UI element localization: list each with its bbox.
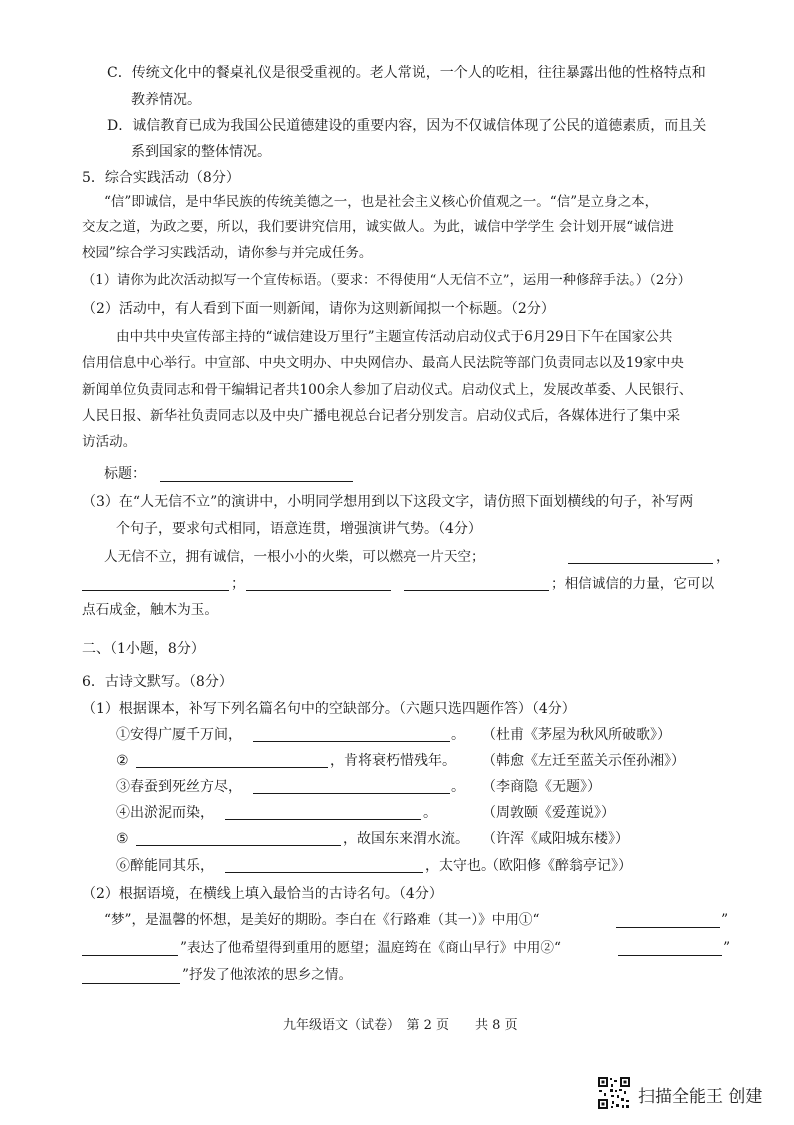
- poem-item-4-cite: （周敦颐《爱莲说》）: [482, 805, 615, 821]
- context-blank-2b[interactable]: [82, 983, 180, 984]
- poem-item-6-pre: ⑥醉能同其乐，: [116, 858, 214, 874]
- news-line4: 人民日报、新华社负责同志以及中央广播电视总台记者分别发言。启动仪式后，各媒体进行了集中采: [82, 408, 681, 424]
- speech-blank-1[interactable]: [568, 563, 713, 564]
- page-footer: 九年级语文（试卷） 第 2 页 共 8 页: [283, 1018, 518, 1033]
- poem-item-5-pre: ⑤: [116, 831, 129, 847]
- news-line1: 由中共中央宣传部主持的“诚信建设万里行”主题宣传活动启动仪式于6月29日下午在国家公共: [116, 329, 673, 345]
- poem-item-2-pre: ②: [116, 753, 129, 769]
- q5-intro-line2: 交友之道，为政之要，所以，我们要讲究信用，诚实做人。为此，诚信中学学生 会计划开展“诚信进: [82, 219, 674, 235]
- qr-code-icon: [597, 1076, 631, 1110]
- poem-item-3-blank[interactable]: [253, 793, 450, 794]
- option-d-line1: D．诚信教育已成为我国公民道德建设的重要内容，因为不仅诚信体现了公民的道德素质，而且关: [107, 118, 707, 134]
- q6-part2: （2）根据语境，在横线上填入最恰当的古诗名句。（4分）: [82, 886, 443, 902]
- poem-item-4-post: 。: [423, 805, 437, 821]
- news-line5: 访活动。: [82, 434, 137, 450]
- q5-intro-line3: 校园”综合学习实践活动，请你参与并完成任务。: [82, 245, 373, 261]
- poem-item-5-cite: （许浑《咸阳城东楼》）: [482, 831, 629, 847]
- poem-item-2-blank[interactable]: [136, 767, 328, 768]
- q5-part1: （1）请你为此次活动拟写一个宣传标语。（要求：不得使用“人无信不立”，运用一种修辞手法。）（2分）: [82, 273, 691, 288]
- poem-item-4-blank[interactable]: [225, 819, 421, 820]
- speech-text-start: 人无信不立，拥有诚信，一根小小的火柴，可以燃亮一片天空；: [104, 549, 485, 565]
- q6-part1: （1）根据课本，补写下列名篇名句中的空缺部分。（六题只选四题作答）（4分）: [82, 701, 576, 717]
- poem-item-6-blank[interactable]: [225, 872, 423, 873]
- speech-semicolon-2: ；相信诚信的力量，它可以: [551, 576, 715, 592]
- poem-item-5-blank[interactable]: [136, 845, 341, 846]
- context-blank-2a[interactable]: [618, 955, 722, 956]
- speech-text-end: 点石成金，触木为玉。: [82, 602, 218, 618]
- option-d-line2: 系到国家的整体情况。: [131, 144, 271, 160]
- speech-blank-3[interactable]: [246, 590, 391, 591]
- news-line3: 新闻单位负责同志和骨干编辑记者共100余人参加了启动仪式。启动仪式上，发展改革委、人民银行、: [82, 382, 693, 398]
- option-c-line2: 教养情况。: [131, 92, 201, 108]
- speech-blank-2[interactable]: [82, 590, 229, 591]
- speech-blank-4[interactable]: [404, 590, 549, 591]
- poem-item-2-post: ，肯将衰朽惜残年。: [330, 753, 456, 769]
- context-line3: ”抒发了他浓浓的思乡之情。: [182, 967, 353, 983]
- speech-comma: ，: [716, 549, 730, 565]
- q5-part2: （2）活动中，有人看到下面一则新闻，请你为这则新闻拟一个标题。（2分）: [82, 301, 555, 317]
- q5-part3-line1: （3）在“人无信不立”的演讲中，小明同学想用到以下这段文字，请仿照下面划横线的句子，补写两: [82, 494, 694, 510]
- section2-heading: 二、（1小题，8分）: [82, 641, 205, 657]
- q6-heading: 6．古诗文默写。（8分）: [82, 674, 233, 690]
- poem-item-2-cite: （韩愈《左迁至蓝关示侄孙湘》）: [482, 753, 685, 769]
- context-blank-1b[interactable]: [82, 955, 178, 956]
- q5-part3-line2: 个句子，要求句式相同，语意连贯，增强演讲气势。（4分）: [116, 521, 482, 537]
- news-line2: 信用信息中心举行。中宣部、中央文明办、中央网信办、最高人民法院等部门负责同志以及19家中央: [82, 355, 684, 371]
- context-line2-end: ”: [723, 940, 731, 956]
- poem-item-3-post: 。: [451, 779, 465, 795]
- poem-item-1-cite: （杜甫《茅屋为秋风所破歌》）: [482, 727, 671, 743]
- poem-item-6-post: ，太守也。: [425, 858, 495, 874]
- context-line1-end: ”: [721, 912, 729, 928]
- poem-item-1-post: 。: [451, 727, 465, 743]
- title-answer-blank[interactable]: [160, 481, 353, 482]
- poem-item-1-pre: ①安得广厦千万间，: [116, 727, 242, 743]
- context-blank-1a[interactable]: [616, 927, 720, 928]
- poem-item-5-post: ，故国东来渭水流。: [343, 831, 469, 847]
- poem-item-3-cite: （李商隐《无题》）: [482, 779, 601, 795]
- poem-item-4-pre: ④出淤泥而染，: [116, 805, 214, 821]
- poem-item-6-cite: （欧阳修《醉翁亭记》）: [485, 858, 632, 874]
- scanner-watermark: 扫描全能王 创建: [638, 1087, 763, 1107]
- q5-intro-line1: “信”即诚信，是中华民族的传统美德之一，也是社会主义核心价值观之一。“信”是立身之本，: [104, 194, 659, 210]
- poem-item-1-blank[interactable]: [253, 741, 450, 742]
- option-c-line1: C．传统文化中的餐桌礼仪是很受重视的。老人常说，一个人的吃相，往往暴露出他的性格特点和: [107, 65, 706, 81]
- speech-semicolon-1: ；: [231, 576, 245, 592]
- title-label: 标题：: [104, 466, 146, 482]
- poem-item-3-pre: ③春蚕到死丝方尽，: [116, 779, 242, 795]
- q5-heading: 5．综合实践活动（8分）: [82, 170, 240, 186]
- context-line2: ”表达了他希望得到重用的愿望；温庭筠在《商山早行》中用②“: [180, 940, 561, 956]
- context-line1: “梦”，是温馨的怀想，是美好的期盼。李白在《行路难（其一）》中用①“: [104, 912, 540, 928]
